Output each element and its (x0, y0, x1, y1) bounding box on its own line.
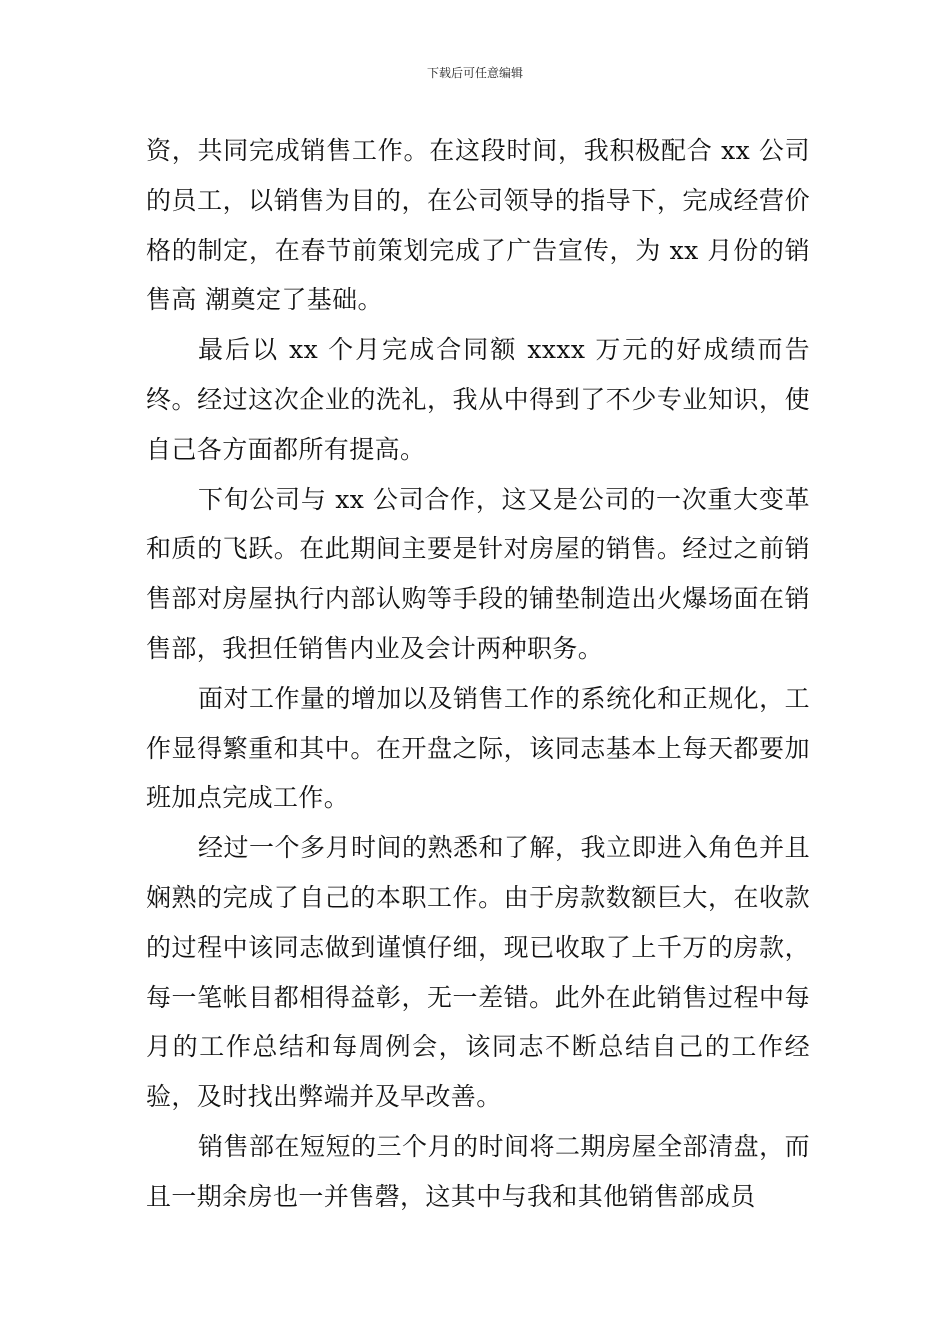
page-header: 下载后可任意编辑 (426, 66, 523, 80)
paragraph: 最后以 xx 个月完成合同额 xxxx 万元的好成绩而告终。经过这次企业的洗礼，我从中得到了不少专业知识，使自己各方面都所有提高。 (146, 335, 810, 464)
paragraph: 面对工作量的增加以及销售工作的系统化和正规化，工作显得繁重和其中。在开盘之际，该同志基本上每天都要加班加点完成工作。 (146, 683, 810, 813)
document-body (146, 126, 810, 1222)
paragraph: 下旬公司与 xx 公司合作，这又是公司的一次重大变革和质的飞跃。在此期间主要是针对房屋的销售。经过之前销售部对房屋执行内部认购等手段的铺垫制造出火爆场面在销售部，我担任销售内业及会计两种职务。 (146, 484, 810, 663)
paragraph-continuation: 资，共同完成销售工作。在这段时间，我积极配合 xx 公司的员工，以销售为目的，在公司领导的指导下，完成经营价格的制定，在春节前策划完成了广告宣传，为 xx 月份的销售高 潮奠定了基础。 (146, 136, 810, 315)
paragraph-continues-next-page: 销售部在短短的三个月的时间将二期房屋全部清盘，而且一期余房也一并售磬，这其中与我和其他销售部成员 (146, 1131, 810, 1211)
paragraph: 经过一个多月时间的熟悉和了解，我立即进入角色并且娴熟的完成了自己的本职工作。由于房款数额巨大，在收款的过程中该同志做到谨慎仔细，现已收取了上千万的房款，每一笔帐目都相得益彰，无一差错。此外在此销售过程中每月的工作总结和每周例会，该同志不断总结自己的工作经验，及时找出弊端并及早改善。 (146, 833, 810, 1112)
